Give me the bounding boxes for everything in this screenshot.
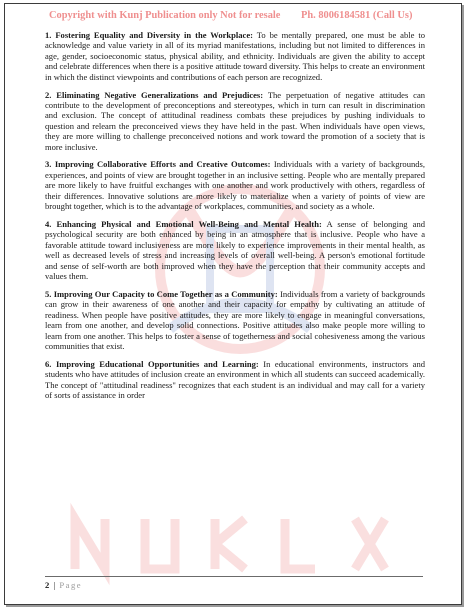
section-5-body: Individuals from a variety of backgrounds can grow in their awareness of one another and their capacity for empathy by cultivating an attitude of readiness. When people have positive attitudes, they are more likely to engage in meaningful conversations, learn from one another, and develop solid connections. Positive attitudes also make people more willing to learn from one another. This helps to foster a sense of togetherness and social cohesiveness among the various communities that exist. xyxy=(45,288,425,351)
page-number: 2 xyxy=(45,580,50,590)
page-label: Page xyxy=(59,580,83,590)
page-border xyxy=(4,3,462,605)
section-1 xyxy=(45,30,425,82)
document-body xyxy=(45,30,425,408)
section-6-heading: 6. Improving Educational Opportunities and Learning: xyxy=(45,358,259,369)
section-4 xyxy=(45,219,425,281)
phone-number: Ph. 8006184581 (Call Us) xyxy=(301,10,413,21)
page-header xyxy=(49,10,459,21)
section-3 xyxy=(45,159,425,211)
section-3-body: Individuals with a variety of backgrounds, experiences, and points of view are brought together in an inclusive setting. People who are mentally prepared are more likely to have fruitful exchanges with one another and work productively with others, regardless of their differences. Innovative solutions are more likely to materialize when a variety of points of view are brought together, which is to the advantage of workplaces, communities, and society as a whole. xyxy=(45,159,425,212)
section-1-body: To be mentally prepared, one must be able to acknowledge and value variety in all of its myriad manifestations, including but not limited to differences in age, gender, socioeconomic status, physical ability, and ethnicity. Individuals are given the ability to accept and celebrate differences when there is a positive attitude toward diversity. This helps to create an environment in which the distinct viewpoints and contributions of each person are recognized. xyxy=(45,30,425,82)
section-6 xyxy=(45,359,425,401)
section-2 xyxy=(45,90,425,152)
section-2-body: The perpetuation of negative attitudes can contribute to the development of preconceptions and stereotypes, which in turn can result in discrimination and exclusion. The concept of attitudinal readiness combats these prejudices by pushing individuals to question and relearn the preconceived views they have held in the past. When individuals have open views, they are more willing to challenge preconceived notions and work toward the promotion of a society that is more inclusive. xyxy=(45,89,426,152)
section-5-heading: 5. Improving Our Capacity to Come Together as a Community: xyxy=(45,288,278,299)
section-4-heading: 4. Enhancing Physical and Emotional Well-Being and Mental Health: xyxy=(45,219,322,229)
section-3-heading: 3. Improving Collaborative Efforts and Creative Outcomes: xyxy=(45,159,271,170)
section-2-heading: 2. Eliminating Negative Generalizations and Prejudices: xyxy=(45,89,264,100)
section-5 xyxy=(45,289,425,351)
copyright-notice: Copyright with Kunj Publication only Not for resale xyxy=(49,10,281,21)
page-footer xyxy=(45,576,423,590)
section-1-heading: 1. Fostering Equality and Diversity in the Workplace: xyxy=(45,30,253,40)
section-4-body: A sense of belonging and psychological security are both enhanced by being in an atmosphere that is inclusive. People who have a favorable attitude toward inclusiveness are more likely to experience improvements in their mental health, as well as decreased levels of stress and increasing levels of overall well-being. A person's emotional fortitude and sense of self-worth are both improved when they have the perception that their community accepts and values them. xyxy=(45,219,425,282)
footer-separator: | xyxy=(53,580,56,590)
section-6-body: In educational environments, instructors and students who have attitudes of inclusion create an environment in which all students can succeed academically. The concept of "attitudinal readiness" recognizes that each student is an individual and may call for a variety of sorts of assistance in order xyxy=(45,358,425,401)
